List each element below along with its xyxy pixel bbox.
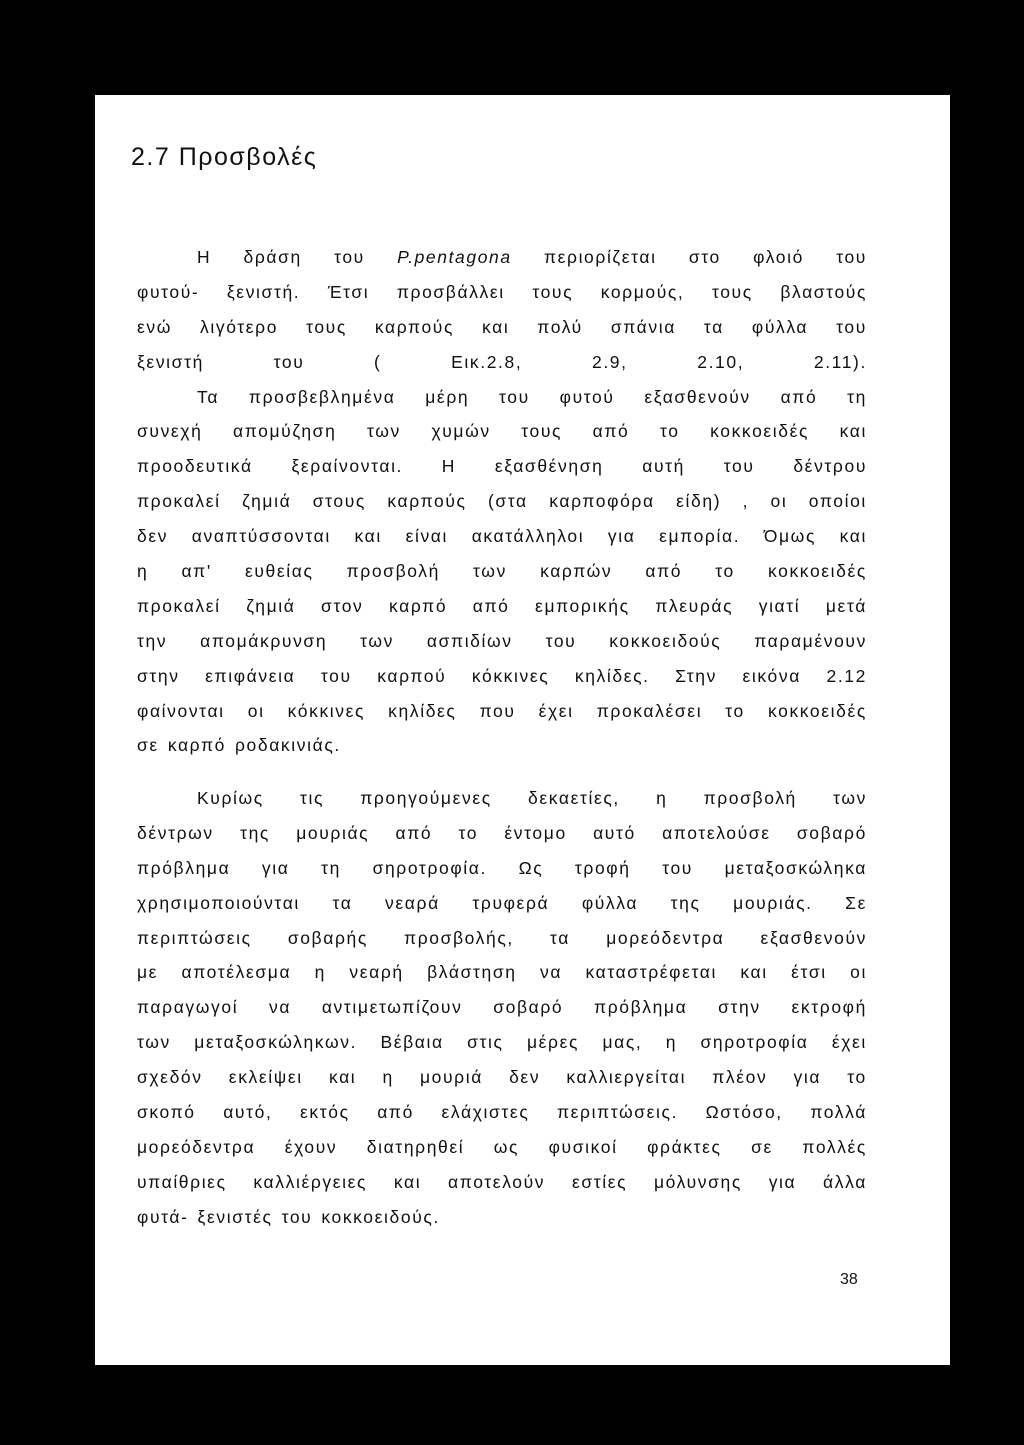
word: για	[607, 526, 636, 547]
word: αποτελούσε	[662, 822, 771, 843]
word: P.pentagona	[397, 247, 512, 267]
word: φυσικοί	[548, 1136, 618, 1157]
word: φύλλα	[581, 892, 639, 913]
word: φυτά-	[137, 1206, 189, 1227]
word: 2.11).	[813, 351, 867, 372]
word: μεταξοσκώληκα	[724, 857, 867, 878]
word: καλλιεργείται	[566, 1067, 687, 1088]
word: η	[665, 1032, 678, 1053]
word: μορεόδεντρα	[137, 1136, 256, 1157]
word: αναπτύσσονται	[191, 526, 331, 547]
word: Έτσι	[327, 281, 370, 302]
word: ακατάλληλοι	[471, 526, 585, 547]
word: καρπό	[388, 595, 448, 616]
word: από	[780, 386, 818, 407]
text-line	[137, 519, 867, 554]
word: πολλές	[802, 1136, 867, 1157]
word: του	[662, 857, 693, 878]
word: Βέβαια	[380, 1032, 444, 1053]
word: στον	[321, 595, 364, 616]
word: και	[354, 526, 382, 547]
word: της	[240, 822, 270, 843]
word: Ωστόσο,	[705, 1102, 783, 1123]
word: σπάνια	[610, 316, 676, 337]
word: αποτελούν	[448, 1171, 546, 1192]
word: πολύ	[537, 316, 583, 337]
section-heading: 2.7 Προσβολές	[131, 143, 318, 171]
word: σηροτροφία	[700, 1032, 809, 1053]
text-line	[137, 484, 867, 519]
word: μετά	[825, 595, 867, 616]
word: έτσι	[791, 962, 827, 983]
word: φύλλα	[751, 316, 809, 337]
word: φυτού-	[137, 281, 200, 302]
word: του	[334, 247, 365, 267]
word: το	[725, 700, 745, 721]
word: καρπούς	[387, 491, 467, 512]
word: τη	[847, 386, 867, 407]
word: Τα	[197, 386, 220, 407]
word: προοδευτικά	[137, 456, 253, 477]
word: εξασθενούν	[760, 927, 867, 948]
word: ροδακινιάς.	[234, 735, 341, 756]
word: σχεδόν	[137, 1067, 203, 1088]
word: βλαστούς	[780, 281, 867, 302]
word: του	[836, 247, 867, 267]
word: στις	[467, 1032, 504, 1053]
word: κόκκινες	[471, 665, 550, 686]
text-line	[137, 851, 867, 886]
word: η	[137, 561, 149, 582]
text-line	[137, 1200, 867, 1235]
word: περιπτώσεις	[137, 927, 252, 948]
word: χρησιμοποιούνται	[137, 892, 300, 913]
word: φλοιό	[753, 247, 804, 267]
word: εικόνα	[742, 665, 801, 686]
word: μόλυνσης	[653, 1171, 742, 1192]
text-line	[137, 1025, 867, 1060]
text-line	[137, 990, 867, 1025]
word: περιορίζεται	[543, 247, 657, 267]
word: οποίοι	[808, 491, 867, 512]
word: μας,	[602, 1032, 643, 1053]
word: το	[715, 561, 735, 582]
word: μέρες	[526, 1032, 580, 1053]
word: σοβαρό	[493, 997, 564, 1018]
text-line	[137, 624, 867, 659]
word: την	[137, 630, 168, 651]
word: (	[374, 351, 382, 372]
word: φυτού	[559, 386, 615, 407]
text-line	[137, 380, 867, 415]
word: τους	[532, 281, 574, 302]
word: εξασθενούν	[644, 386, 751, 407]
word: προηγούμενες	[360, 788, 492, 808]
word: αντιμετωπίζουν	[321, 997, 463, 1018]
word: νεαρή	[349, 962, 404, 983]
text-line	[137, 1130, 867, 1165]
word: αυτή	[642, 456, 685, 477]
word: καρπών	[540, 561, 613, 582]
word: εκτροφή	[791, 997, 867, 1018]
word: έχει	[831, 1032, 867, 1053]
word: εμπορικής	[535, 595, 630, 616]
word: ευθείας	[244, 561, 314, 582]
word: του	[273, 351, 305, 372]
word: χυμών	[431, 421, 491, 442]
word: το	[659, 421, 680, 442]
word: ως	[493, 1136, 520, 1157]
word: ζημιά	[242, 491, 292, 512]
word: άλλα	[823, 1171, 867, 1192]
word: προκαλέσει	[596, 700, 703, 721]
word: καλλιέργειες	[253, 1171, 368, 1192]
word: (στα	[487, 491, 528, 512]
word: επιφάνεια	[205, 665, 296, 686]
word: και	[328, 1067, 357, 1088]
text-line	[137, 310, 867, 345]
word: έχουν	[284, 1136, 338, 1157]
word: 2.9,	[592, 351, 628, 372]
word: των	[833, 788, 867, 808]
word: από	[592, 421, 630, 442]
word: πολλά	[810, 1102, 867, 1123]
word: σηροτροφία.	[372, 857, 487, 878]
word: προσβολή	[703, 788, 797, 808]
word: 2.10,	[697, 351, 745, 372]
word: για	[768, 1171, 797, 1192]
word: που	[479, 700, 516, 721]
word: πλέον	[712, 1067, 768, 1088]
text-line	[137, 781, 867, 816]
word: στην	[137, 665, 180, 686]
text-line	[137, 449, 867, 484]
word: καρπούς	[374, 316, 454, 337]
word: προσβολής,	[404, 927, 514, 948]
word: διατηρηθεί	[366, 1136, 465, 1157]
word: του	[836, 316, 867, 337]
word: Ως	[518, 857, 544, 878]
word: και	[740, 962, 768, 983]
word: ,	[742, 491, 750, 512]
word: εκτός	[300, 1102, 350, 1123]
word: λιγότερο	[200, 316, 279, 337]
word: μουριά	[419, 1067, 483, 1088]
word: μουριάς	[296, 822, 370, 843]
word: καρπού	[377, 665, 447, 686]
word: Η	[197, 247, 212, 267]
text-line	[137, 345, 867, 380]
word: μορεόδεντρα	[606, 927, 725, 948]
text-line	[137, 728, 867, 763]
word: εκλείψει	[228, 1067, 303, 1088]
word: του	[723, 456, 755, 477]
word: περιπτώσεις.	[556, 1102, 679, 1123]
word: καταστρέφεται	[585, 962, 717, 983]
word: το	[458, 822, 479, 843]
word: από	[472, 595, 510, 616]
text-line	[137, 240, 867, 275]
word: κοκκοειδές	[767, 561, 867, 582]
text-line	[137, 886, 867, 921]
text-line	[137, 414, 867, 449]
word: σοβαρό	[796, 822, 867, 843]
word: κοκκοειδές	[767, 700, 867, 721]
word: 2.12	[826, 665, 867, 686]
word: είναι	[405, 526, 449, 547]
word: του	[545, 630, 577, 651]
word: Σε	[845, 892, 867, 913]
page-number: 38	[840, 1271, 858, 1288]
word: Η	[441, 456, 457, 477]
text-line	[137, 1165, 867, 1200]
word: προκαλεί	[137, 491, 221, 512]
text-line	[137, 955, 867, 990]
word: κηλίδες	[388, 700, 457, 721]
word: η	[656, 788, 668, 808]
word: κοκκοειδές	[710, 421, 810, 442]
word: έντομο	[504, 822, 567, 843]
word: απομύζηση	[233, 421, 337, 442]
word: πρόβλημα	[137, 857, 231, 878]
word: φαίνονται	[137, 700, 225, 721]
word: ασπιδίων	[426, 630, 513, 651]
word: να	[539, 962, 563, 983]
word: στην	[718, 997, 761, 1018]
word: και	[839, 526, 867, 547]
word: προσβάλλει	[396, 281, 505, 302]
word: δράση	[243, 247, 302, 267]
word: σκοπό	[137, 1102, 196, 1123]
text-line	[137, 275, 867, 310]
word: και	[393, 1171, 422, 1192]
word: τις	[299, 788, 325, 808]
word: υπαίθριες	[137, 1171, 227, 1192]
word: τους	[521, 421, 563, 442]
paragraph-1	[137, 240, 867, 763]
text-line	[137, 1095, 867, 1130]
word: για	[261, 857, 290, 878]
word: της	[670, 892, 701, 913]
word: το	[847, 1067, 867, 1088]
word: οι	[850, 962, 867, 983]
word: ξενιστές	[197, 1206, 273, 1227]
word: των	[366, 421, 401, 442]
word: ξεραίνονται.	[291, 456, 404, 477]
word: εξασθένηση	[494, 456, 604, 477]
word: Όμως	[763, 526, 816, 547]
word: τη	[321, 857, 341, 878]
word: ζημιά	[246, 595, 296, 616]
text-line	[137, 816, 867, 851]
word: η	[382, 1067, 394, 1088]
word: αποτέλεσμα	[181, 962, 292, 983]
word: και	[481, 316, 510, 337]
text-line	[137, 554, 867, 589]
word: μουριάς.	[733, 892, 813, 913]
word: των	[360, 630, 394, 651]
word: κορμούς,	[600, 281, 685, 302]
document-page	[95, 95, 950, 1365]
word: για	[793, 1067, 822, 1088]
word: δεκαετίες,	[527, 788, 620, 808]
word: κοκκοειδούς	[609, 630, 722, 651]
word: του	[320, 665, 352, 686]
word: σε	[137, 735, 159, 756]
word: οι	[770, 491, 788, 512]
paragraph-2	[137, 781, 867, 1235]
word: πρόβλημα	[594, 997, 688, 1018]
word: τα	[550, 927, 571, 948]
word: Στην	[675, 665, 717, 686]
word: να	[268, 997, 292, 1018]
word: τροφή	[574, 857, 631, 878]
word: ελάχιστες	[441, 1102, 530, 1123]
word: σοβαρής	[287, 927, 368, 948]
word: από	[395, 822, 433, 843]
word: από	[645, 561, 683, 582]
word: νεαρά	[385, 892, 440, 913]
word: καρποφόρα	[549, 491, 655, 512]
word: και	[839, 421, 867, 442]
word: τους	[306, 316, 347, 337]
word: των	[473, 561, 507, 582]
word: εμπορία.	[659, 526, 741, 547]
text-line	[137, 921, 867, 956]
word: προσβολή	[346, 561, 440, 582]
word: του	[281, 1206, 313, 1227]
word: του	[499, 386, 530, 407]
word: δέντρου	[793, 456, 867, 477]
word: είδη)	[676, 491, 722, 512]
word: ξενιστή.	[226, 281, 301, 302]
word: κηλίδες.	[574, 665, 650, 686]
word: παραμένουν	[754, 630, 867, 651]
word: απομάκρυνση	[200, 630, 328, 651]
word: μέρη	[425, 386, 470, 407]
word: οι	[247, 700, 265, 721]
word: ενώ	[137, 316, 173, 337]
word: αυτό	[593, 822, 636, 843]
word: μεταξοσκώληκων.	[194, 1032, 358, 1053]
word: καρπό	[167, 735, 226, 756]
word: στο	[688, 247, 721, 267]
text-line	[137, 1060, 867, 1095]
word: ξενιστή	[137, 351, 204, 372]
word: φράκτες	[647, 1136, 722, 1157]
word: κοκκοειδούς.	[321, 1206, 440, 1227]
word: έχει	[538, 700, 574, 721]
word: σε	[751, 1136, 773, 1157]
word: πλευράς	[655, 595, 734, 616]
word: προσβεβλημένα	[248, 386, 396, 407]
word: απ'	[181, 561, 212, 582]
word: εστίες	[571, 1171, 628, 1192]
word: η	[314, 962, 326, 983]
text-line	[137, 659, 867, 694]
word: τα	[703, 316, 724, 337]
word: Κυρίως	[197, 788, 264, 808]
word: με	[137, 962, 159, 983]
word: δεν	[137, 526, 169, 547]
word: στους	[312, 491, 366, 512]
word: συνεχή	[137, 421, 203, 442]
word: κόκκινες	[287, 700, 366, 721]
word: προκαλεί	[137, 595, 221, 616]
word: αυτό,	[223, 1102, 273, 1123]
word: τρυφερά	[472, 892, 550, 913]
text-line	[137, 589, 867, 624]
word: Εικ.2.8,	[451, 351, 523, 372]
word: παραγωγοί	[137, 997, 239, 1018]
word: τους	[711, 281, 753, 302]
word: από	[377, 1102, 414, 1123]
word: δέντρων	[137, 822, 214, 843]
word: τα	[332, 892, 353, 913]
text-line	[137, 694, 867, 729]
word: βλάστηση	[427, 962, 517, 983]
word: των	[137, 1032, 171, 1053]
word: δεν	[509, 1067, 541, 1088]
word: γιατί	[758, 595, 801, 616]
